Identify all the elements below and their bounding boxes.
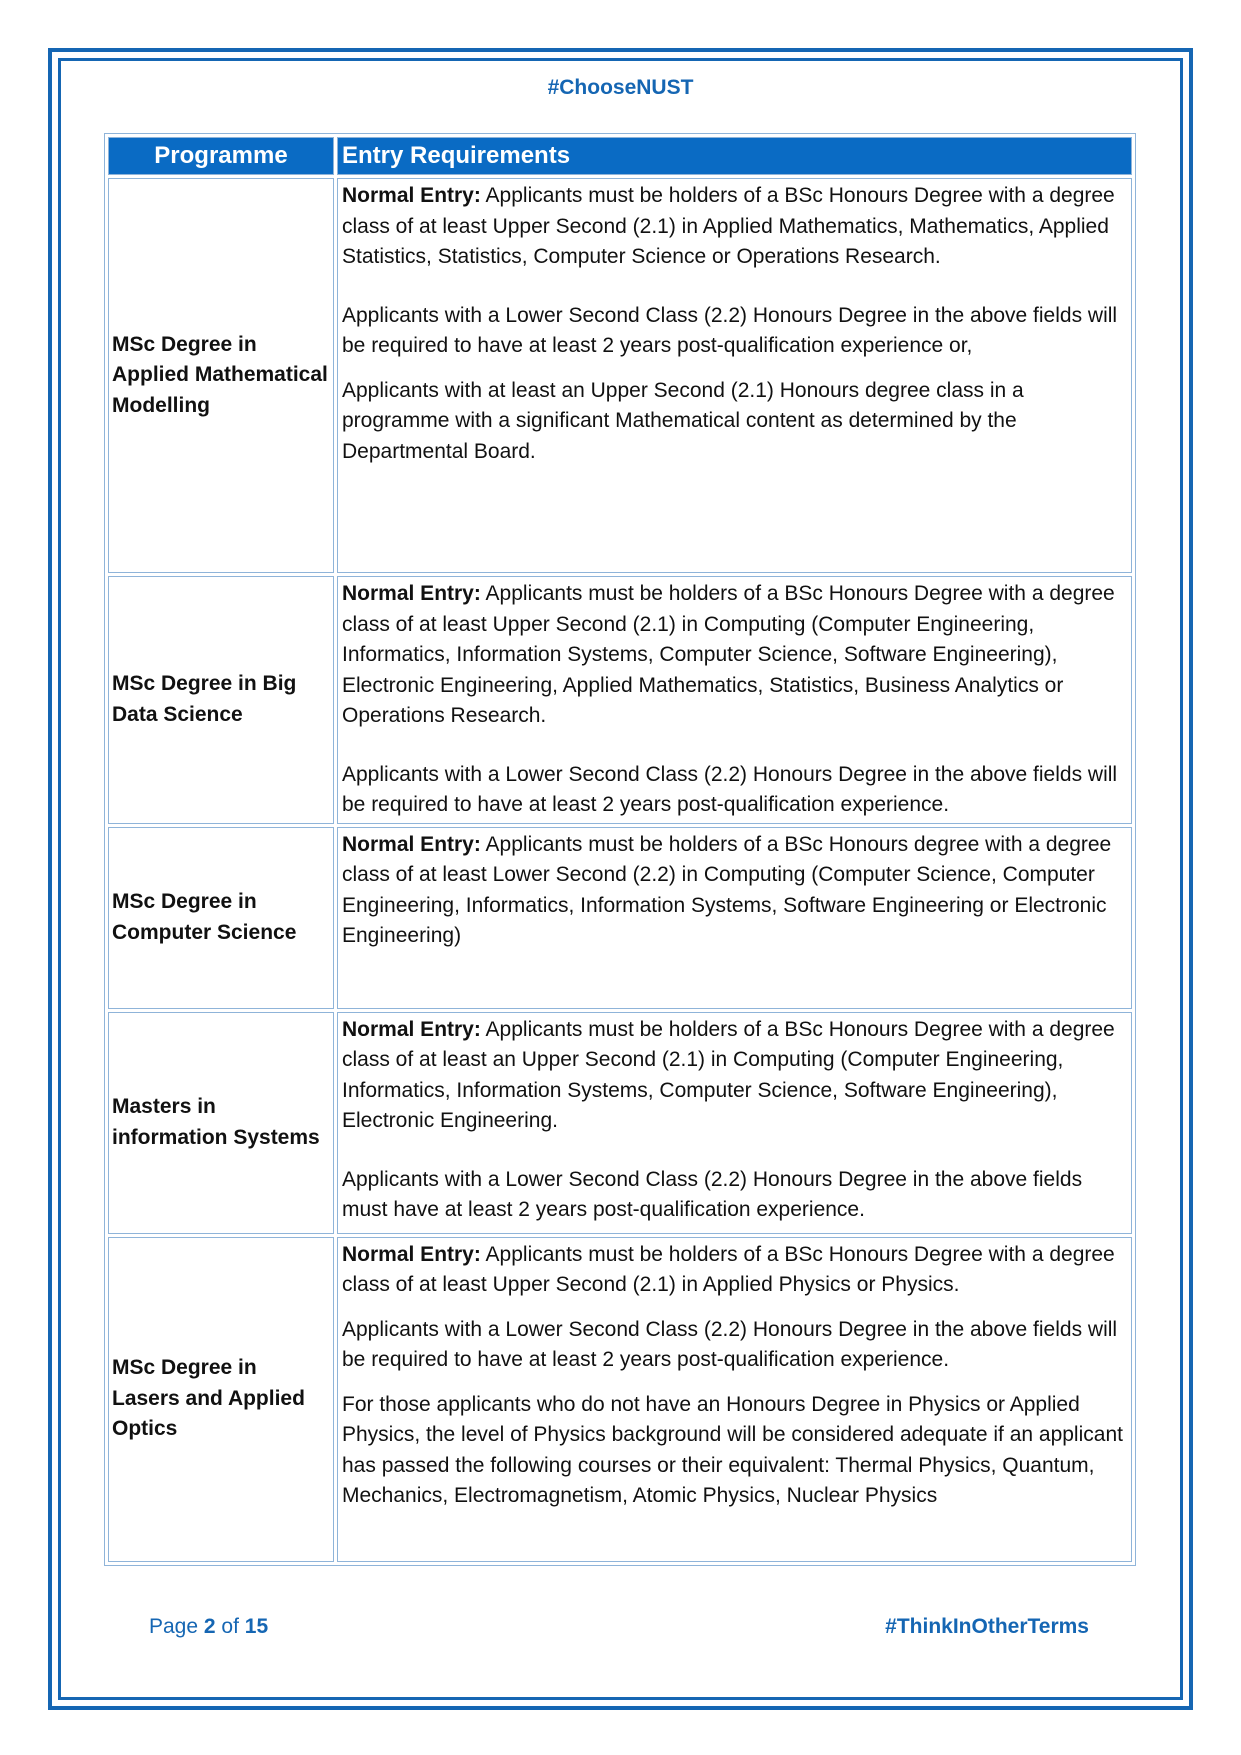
requirements-cell xyxy=(337,178,1132,573)
table-row xyxy=(108,178,1132,573)
table-row xyxy=(108,827,1132,1009)
requirement-text: Applicants must be holders of a BSc Honours Degree with a degree class of at least an Upper Second (2.1) in Computing (Computer Engineering, Informatics, Information Systems, Computer Science, Software Engineering), Electronic Engineering. xyxy=(342,1017,1115,1132)
table-header-row xyxy=(108,137,1132,175)
entry-requirements-table xyxy=(104,133,1136,1566)
table-row xyxy=(108,576,1132,824)
page-word: Page xyxy=(149,1615,199,1638)
normal-entry-label: Normal Entry: xyxy=(342,832,481,856)
requirement-text: Applicants must be holders of a BSc Honours Degree with a degree class of at least Upper Second (2.1) in Applied Mathematics, Mathematics, Applied Statistics, Statistics, Computer Science or Operations Research. xyxy=(342,184,1115,268)
requirement-text: Applicants must be holders of a BSc Honours degree with a degree class of at least Lower Second (2.2) in Computing (Computer Science, Computer Engineering, Informatics, Information Systems, Software Engineering or Electronic Engineering) xyxy=(342,832,1112,947)
normal-entry-label: Normal Entry: xyxy=(342,582,481,605)
requirement-text: Applicants must be holders of a BSc Honours Degree with a degree class of at least Upper Second (2.1) in Computing (Computer Engineering, Informatics, Information Systems, Computer Science, Software Engineering), Electronic Engineering, Applied Mathematics, Statistics, Business Analytics or Operations Research. xyxy=(342,582,1115,727)
header-hashtag: #ChooseNUST xyxy=(547,76,694,99)
page-current: 2 xyxy=(203,1615,216,1638)
programme-name: MSc Degree in Lasers and Applied Optics xyxy=(108,1237,334,1562)
requirements-cell xyxy=(337,827,1132,1009)
requirement-paragraph: Applicants with a Lower Second Class (2.2) Honours Degree in the above fields will be required to have at least 2 years post-qualification experience or, xyxy=(342,303,1118,357)
requirement-paragraph: Applicants with a Lower Second Class (2.2) Honours Degree in the above fields will be required to have at least 2 years post-qualification experience. xyxy=(342,762,1118,816)
column-header-programme: Programme xyxy=(108,137,334,175)
requirement-paragraph xyxy=(342,1015,1127,1137)
requirement-paragraph: Applicants with a Lower Second Class (2.2) Honours Degree in the above fields must have at least 2 years post-qualification experience. xyxy=(342,1167,1083,1221)
normal-entry-label: Normal Entry: xyxy=(342,184,481,207)
footer-hashtag: #ThinkInOtherTerms xyxy=(885,1615,1089,1638)
programme-name: MSc Degree in Applied Mathematical Modelling xyxy=(108,178,334,573)
programme-name: Masters in information Systems xyxy=(108,1012,334,1234)
requirement-text: Applicants must be holders of a BSc Honours Degree with a degree class of at least Upper Second (2.1) in Applied Physics or Physics. xyxy=(342,1242,1115,1296)
page-number xyxy=(149,1615,268,1639)
requirement-paragraph xyxy=(342,830,1127,952)
requirement-paragraph: Applicants with at least an Upper Second (2.1) Honours degree class in a programme with a significant Mathematical content as determined by the Departmental Board. xyxy=(342,378,1024,463)
normal-entry-label: Normal Entry: xyxy=(342,1242,481,1266)
requirement-paragraph xyxy=(342,579,1127,732)
programme-name: MSc Degree in Big Data Science xyxy=(108,576,334,824)
normal-entry-label: Normal Entry: xyxy=(342,1017,481,1041)
table-row xyxy=(108,1237,1132,1562)
page-of-word: of xyxy=(221,1615,239,1638)
requirement-paragraph: For those applicants who do not have an Honours Degree in Physics or Applied Physics, the level of Physics background will be considered adequate if an applicant has passed the following courses or their equivalent: Thermal Physics, Quantum, Mechanics, Electromagnetism, Atomic Physics, Nuclear Physics xyxy=(342,1392,1123,1507)
programme-name: MSc Degree in Computer Science xyxy=(108,827,334,1009)
requirement-paragraph: Applicants with a Lower Second Class (2.2) Honours Degree in the above fields will be required to have at least 2 years post-qualification experience. xyxy=(342,1317,1118,1371)
requirements-cell xyxy=(337,1012,1132,1234)
column-header-entry-requirements: Entry Requirements xyxy=(337,137,1132,175)
requirement-paragraph xyxy=(342,181,1127,273)
requirement-paragraph xyxy=(342,1240,1127,1301)
page-total: 15 xyxy=(244,1615,269,1638)
requirements-cell xyxy=(337,1237,1132,1562)
table-row xyxy=(108,1012,1132,1234)
requirements-cell xyxy=(337,576,1132,824)
